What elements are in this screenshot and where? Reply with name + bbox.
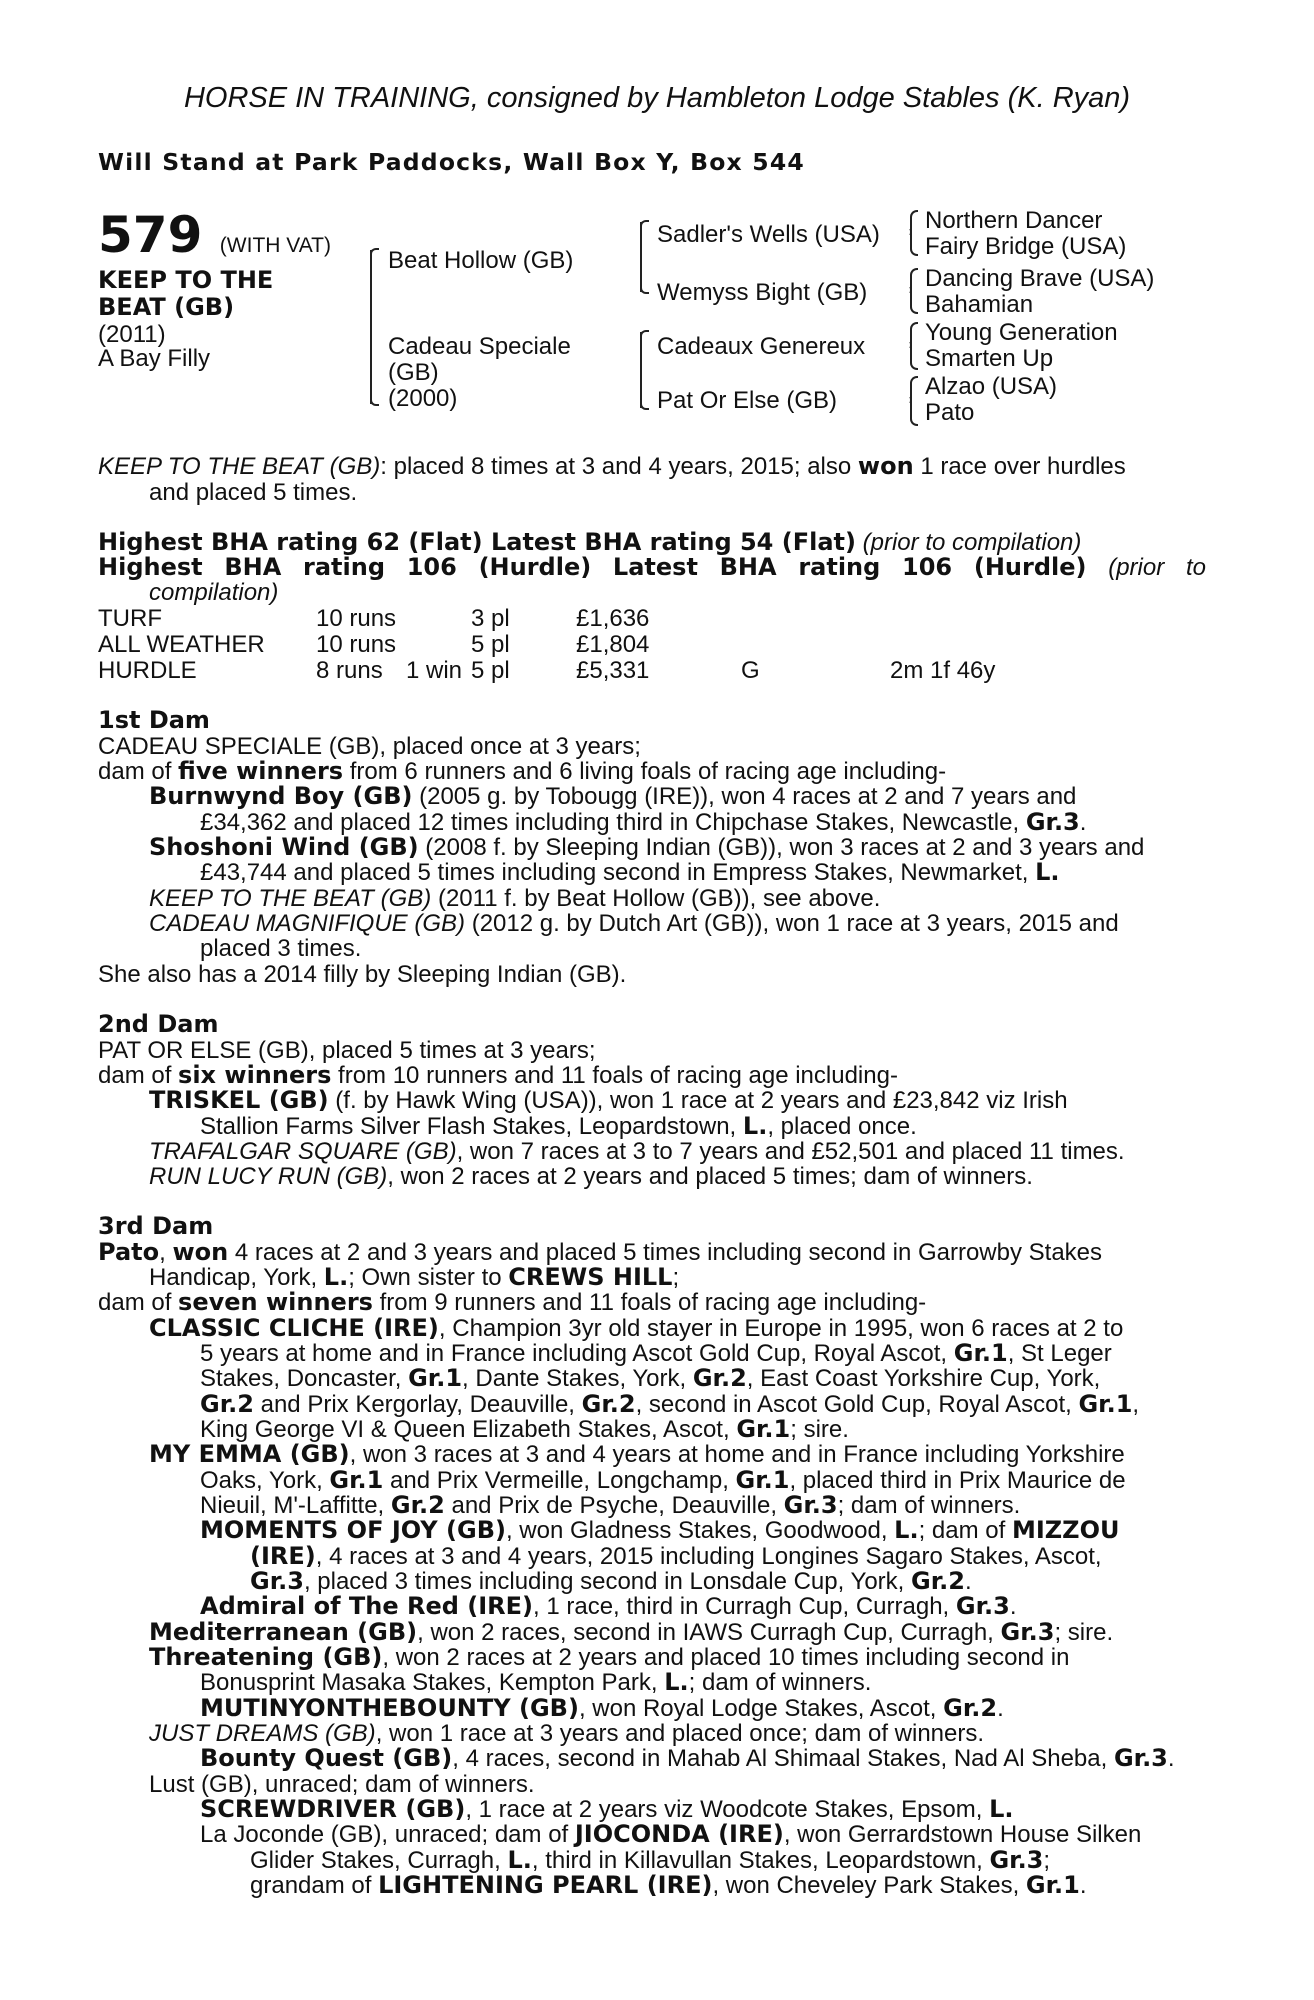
race-summary-cont: and placed 5 times. — [149, 479, 358, 506]
going: G — [741, 657, 760, 684]
pedigree-bracket — [905, 268, 911, 314]
horse-name: KEEP TO THE BEAT (GB) — [98, 266, 274, 321]
pedigree-bracket — [370, 250, 372, 404]
horse-description: A Bay Filly — [98, 345, 211, 372]
stand-location: Will Stand at Park Paddocks, Wall Box Y, Box 544 — [98, 148, 805, 176]
horse-year: (2011) — [98, 321, 166, 348]
pedigree-sds: Dancing Brave (USA) — [925, 265, 1155, 292]
progeny-entry-cont: Gr.2 and Prix Kergorlay, Deauville, Gr.2, second in Ascot Gold Cup, Royal Ascot, Gr.1, — [200, 1390, 1140, 1418]
progeny-entry: RUN LUCY RUN (GB), won 2 races at 2 years and placed 5 times; dam of winners. — [149, 1163, 1033, 1190]
pedigree-sss: Northern Dancer — [925, 207, 1103, 234]
progeny-entry: Burnwynd Boy (GB) (2005 g. by Tobougg (IRE)), won 4 races at 2 and 7 years and — [149, 782, 1077, 810]
pedigree-ddd: Pato — [925, 399, 975, 426]
pedigree-dsd: Smarten Up — [925, 345, 1054, 372]
runs: 10 runs — [316, 631, 397, 658]
first-dam-note: She also has a 2014 filly by Sleeping Indian (GB). — [98, 961, 627, 988]
progeny-entry-cont: Stallion Farms Silver Flash Stakes, Leopardstown, L., placed once. — [200, 1112, 917, 1140]
third-dam-line: Pato, won 4 races at 2 and 3 years and placed 5 times including second in Garrowby Stakes — [98, 1238, 1103, 1266]
pedigree-bracket — [905, 322, 911, 370]
placed: 5 pl — [471, 631, 510, 658]
vat-label: (WITH VAT) — [219, 234, 331, 257]
first-dam-heading: 1st Dam — [98, 706, 210, 734]
surface: ALL WEATHER — [98, 631, 265, 658]
placed: 3 pl — [471, 605, 510, 632]
progeny-entry-cont: Nieuil, M'-Laffitte, Gr.2 and Prix de Psyche, Deauville, Gr.3; dam of winners. — [200, 1491, 1021, 1519]
progeny-entry-cont: Oaks, York, Gr.1 and Prix Vermeille, Longchamp, Gr.1, placed third in Prix Maurice de — [200, 1466, 1126, 1494]
progeny-entry-cont: Glider Stakes, Curragh, L., third in Killavullan Stakes, Leopardstown, Gr.3; — [250, 1846, 1051, 1874]
progeny-entry: CLASSIC CLICHE (IRE), Champion 3yr old stayer in Europe in 1995, won 6 races at 2 to — [149, 1314, 1124, 1342]
third-dam-heading: 3rd Dam — [98, 1212, 214, 1240]
wins: 1 win — [406, 657, 463, 684]
pedigree-ds: Cadeaux Genereux — [657, 333, 866, 360]
progeny-entry: Threatening (GB), won 2 races at 2 years and placed 10 times including second in — [149, 1643, 1070, 1671]
progeny-entry: Bounty Quest (GB), 4 races, second in Mahab Al Shimaal Stakes, Nad Al Sheba, Gr.3. — [200, 1744, 1175, 1772]
first-dam-produce: dam of five winners from 6 runners and 6 living foals of racing age including- — [98, 757, 947, 785]
third-dam-produce: dam of seven winners from 9 runners and 11 foals of racing age including- — [98, 1288, 927, 1316]
surface: HURDLE — [98, 657, 197, 684]
third-dam-line-cont: Handicap, York, L.; Own sister to CREWS HILL; — [149, 1263, 680, 1291]
second-dam-line: PAT OR ELSE (GB), placed 5 times at 3 years; — [98, 1037, 596, 1064]
progeny-entry: TRAFALGAR SQUARE (GB), won 7 races at 3 to 7 years and £52,501 and placed 11 times. — [149, 1138, 1125, 1165]
progeny-entry-cont: £43,744 and placed 5 times including second in Empress Stakes, Newmarket, L. — [200, 858, 1060, 886]
pedigree-bracket — [905, 210, 911, 256]
rating-hurdle-note: compilation) — [149, 579, 279, 606]
progeny-entry-cont: Stakes, Doncaster, Gr.1, Dante Stakes, York, Gr.2, East Coast Yorkshire Cup, York, — [200, 1364, 1101, 1392]
pedigree-bracket — [905, 376, 911, 426]
pedigree-dss: Young Generation — [925, 319, 1118, 346]
progeny-entry: JUST DREAMS (GB), won 1 race at 3 years and placed once; dam of winners. — [149, 1720, 985, 1747]
progeny-entry: MY EMMA (GB), won 3 races at 3 and 4 years at home and in France including Yorkshire — [149, 1440, 1125, 1468]
progeny-entry-cont: £34,362 and placed 12 times including third in Chipchase Stakes, Newcastle, Gr.3. — [200, 808, 1087, 836]
lot-number: 579 (WITH VAT) — [98, 206, 331, 264]
progeny-entry: MUTINYONTHEBOUNTY (GB), won Royal Lodge Stakes, Ascot, Gr.2. — [200, 1694, 1004, 1722]
progeny-entry-cont: King George VI & Queen Elizabeth Stakes, Ascot, Gr.1; sire. — [200, 1415, 849, 1443]
first-dam-line: CADEAU SPECIALE (GB), placed once at 3 years; — [98, 733, 641, 760]
progeny-entry: La Joconde (GB), unraced; dam of JIOCONDA (IRE), won Gerrardstown House Silken — [200, 1820, 1142, 1848]
progeny-entry: CADEAU MAGNIFIQUE (GB) (2012 g. by Dutch Art (GB)), won 1 race at 3 years, 2015 and — [149, 910, 1119, 937]
rating-hurdle: Highest BHA rating 106 (Hurdle) Latest BHA rating 106 (Hurdle) (prior to — [98, 553, 1206, 581]
progeny-entry: Shoshoni Wind (GB) (2008 f. by Sleeping Indian (GB)), won 3 races at 2 and 3 years and — [149, 833, 1145, 861]
placed: 5 pl — [471, 657, 510, 684]
pedigree-ssd: Fairy Bridge (USA) — [925, 233, 1127, 260]
earnings: £5,331 — [576, 657, 650, 684]
pedigree-bracket — [640, 332, 642, 408]
progeny-entry: MOMENTS OF JOY (GB), won Gladness Stakes, Goodwood, L.; dam of MIZZOU — [200, 1516, 1120, 1544]
runs: 10 runs — [316, 605, 397, 632]
progeny-entry-cont: grandam of LIGHTENING PEARL (IRE), won Cheveley Park Stakes, Gr.1. — [250, 1871, 1087, 1899]
second-dam-produce: dam of six winners from 10 runners and 11 foals of racing age including- — [98, 1061, 898, 1089]
rating-flat: Highest BHA rating 62 (Flat) Latest BHA rating 54 (Flat) (prior to compilation) — [98, 528, 1082, 556]
progeny-entry-cont: Bonusprint Masaka Stakes, Kempton Park, L.; dam of winners. — [200, 1668, 872, 1696]
pedigree-dds: Alzao (USA) — [925, 373, 1058, 400]
progeny-entry: TRISKEL (GB) (f. by Hawk Wing (USA)), won 1 race at 2 years and £23,842 viz Irish — [149, 1086, 1068, 1114]
race-summary: KEEP TO THE BEAT (GB): placed 8 times at 3 and 4 years, 2015; also won 1 race over hurdles — [98, 452, 1126, 480]
pedigree-ss: Sadler's Wells (USA) — [657, 221, 880, 248]
progeny-entry: KEEP TO THE BEAT (GB) (2011 f. by Beat Hollow (GB)), see above. — [149, 885, 881, 912]
surface: TURF — [98, 605, 162, 632]
runs: 8 runs — [316, 657, 383, 684]
pedigree-dd: Pat Or Else (GB) — [657, 387, 838, 414]
pedigree-sdd: Bahamian — [925, 291, 1034, 318]
distance: 2m 1f 46y — [890, 657, 996, 684]
page-header: HORSE IN TRAINING, consigned by Hambleton Lodge Stables (K. Ryan) — [183, 82, 1131, 114]
progeny-entry-cont: Gr.3, placed 3 times including second in Lonsdale Cup, York, Gr.2. — [250, 1567, 972, 1595]
earnings: £1,636 — [576, 605, 650, 632]
pedigree-sire: Beat Hollow (GB) — [388, 247, 574, 274]
progeny-entry-cont: placed 3 times. — [200, 935, 362, 962]
second-dam-heading: 2nd Dam — [98, 1010, 219, 1038]
pedigree-dam: Cadeau Speciale (GB) (2000) — [388, 333, 571, 412]
progeny-entry: SCREWDRIVER (GB), 1 race at 2 years viz Woodcote Stakes, Epsom, L. — [200, 1795, 1014, 1823]
pedigree-bracket — [640, 222, 642, 292]
progeny-entry: Admiral of The Red (IRE), 1 race, third in Curragh Cup, Curragh, Gr.3. — [200, 1592, 1017, 1620]
pedigree-sd: Wemyss Bight (GB) — [657, 279, 868, 306]
progeny-entry: Mediterranean (GB), won 2 races, second in IAWS Curragh Cup, Curragh, Gr.3; sire. — [149, 1618, 1114, 1646]
progeny-entry: Lust (GB), unraced; dam of winners. — [149, 1771, 535, 1798]
progeny-entry-cont: 5 years at home and in France including Ascot Gold Cup, Royal Ascot, Gr.1, St Leger — [200, 1339, 1112, 1367]
earnings: £1,804 — [576, 631, 650, 658]
progeny-entry-cont: (IRE), 4 races at 3 and 4 years, 2015 including Longines Sagaro Stakes, Ascot, — [250, 1542, 1102, 1570]
